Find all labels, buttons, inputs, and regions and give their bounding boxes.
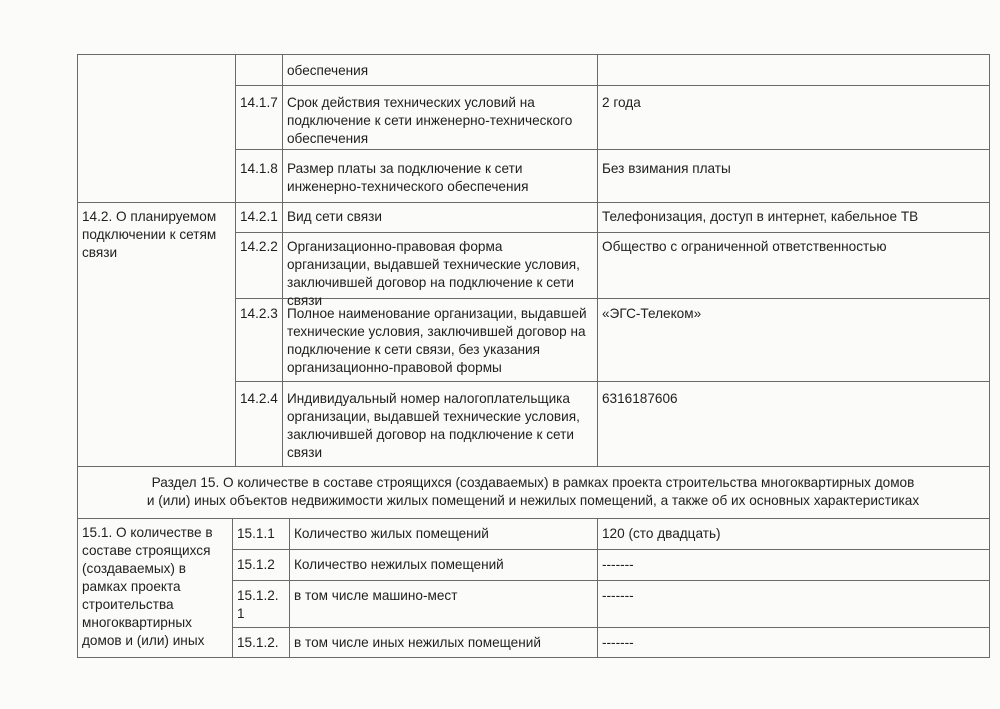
table-border-top (77, 54, 990, 55)
row-label: Организационно-правовая форма организации, выдавшей технические условия, заключившей договор на подключение к сети связи (287, 239, 580, 308)
table-border-right (989, 54, 990, 657)
row-label: Размер платы за подключение к сети инженерно-технического обеспечения (287, 161, 529, 194)
row-label: Срок действия технических условий на подключение к сети инженерно-технического обеспечения (287, 95, 573, 146)
row-label: Полное наименование организации, выдавшей технические условия, заключившей договор на подключение к сети связи, без указания организационно-правовой формы (287, 306, 587, 375)
row-value: ------- (602, 588, 634, 603)
row-divider (77, 202, 990, 203)
row-divider (232, 580, 990, 581)
row-divider (77, 466, 990, 467)
row-divider (235, 232, 990, 233)
row-divider (235, 381, 990, 382)
row-number: 15.1.2 (237, 557, 275, 572)
row-divider (77, 518, 990, 519)
row-number: 14.1.8 (240, 161, 278, 176)
row-number: 15.1.2. 1 (237, 588, 279, 621)
row-label: Количество жилых помещений (294, 526, 489, 541)
row-value: 6316187606 (602, 391, 678, 406)
row-value: Без взимания платы (602, 161, 731, 176)
row-label: Вид сети связи (287, 209, 382, 224)
row-number: 14.2.4 (240, 391, 278, 406)
row-number: 14.1.7 (240, 95, 278, 110)
row-value: ------- (602, 557, 634, 572)
section-header-line-1: Раздел 15. О количестве в составе строящихся (создаваемых) в рамках проекта строительства многоквартирных домов (151, 475, 915, 490)
row-value: Общество с ограниченной ответственностью (602, 239, 887, 254)
row-label: Индивидуальный номер налогоплательщика организации, выдавшей технические условия, заключившей договор на подключение к сети связи (287, 391, 580, 460)
group-title: 15.1. О количестве в составе строящихся (создаваемых) в рамках проекта строительства многоквартирных домов и (или) иных (82, 525, 213, 648)
section-header-line-2: и (или) иных объектов недвижимости жилых помещений и нежилых помещений, а также об их основных характеристиках (146, 493, 920, 508)
row-value: 2 года (602, 95, 641, 110)
row-divider (232, 627, 990, 628)
row-label: обеспечения (287, 63, 369, 78)
row-label: в том числе иных нежилых помещений (294, 635, 541, 650)
row-label: в том числе машино-мест (294, 588, 458, 603)
row-number: 14.2.1 (240, 209, 278, 224)
row-value: 120 (сто двадцать) (602, 526, 721, 541)
row-divider (232, 549, 990, 550)
row-label: Количество нежилых помещений (294, 557, 504, 572)
row-divider (235, 149, 990, 150)
row-number: 15.1.1 (237, 526, 275, 541)
row-divider (235, 85, 990, 86)
table-border-bottom (77, 657, 990, 658)
group-title: 14.2. О планируемом подключении к сетям связи (82, 209, 217, 260)
row-number: 14.2.3 (240, 306, 278, 321)
row-value: ------- (602, 635, 634, 650)
row-number: 15.1.2. (237, 635, 279, 650)
row-value: Телефонизация, доступ в интернет, кабельное ТВ (602, 209, 919, 224)
row-number: 14.2.2 (240, 239, 278, 254)
row-value: «ЭГС-Телеком» (602, 306, 702, 321)
